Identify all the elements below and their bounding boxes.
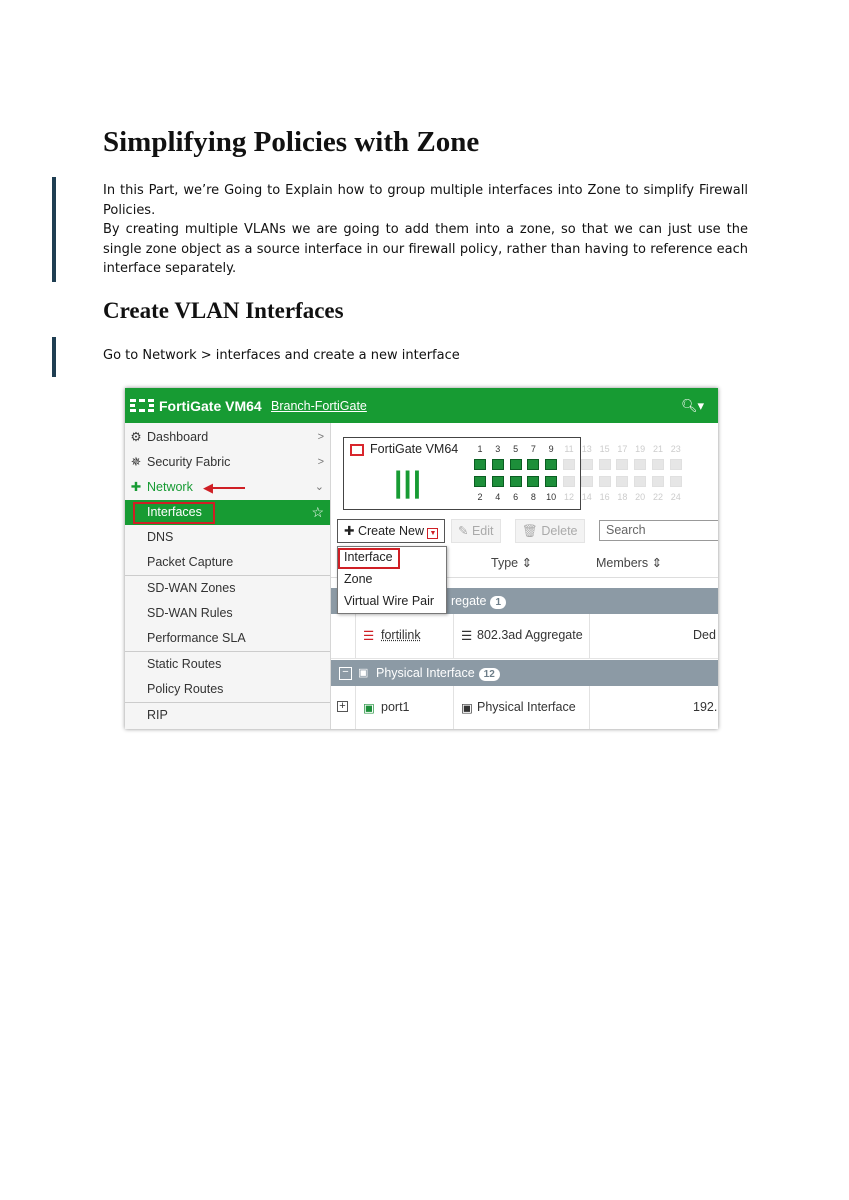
port-number-label: 22: [652, 492, 663, 502]
port-icon[interactable]: [492, 459, 504, 470]
table-row[interactable]: [331, 614, 718, 659]
sidebar-item-label: Static Routes: [147, 657, 222, 671]
port-number-label: 17: [617, 444, 628, 454]
port-icon[interactable]: [492, 476, 504, 487]
create-new-label: Create New: [357, 524, 424, 538]
port-icon[interactable]: [581, 459, 593, 470]
edit-button[interactable]: [451, 519, 501, 543]
sidebar-item-label: SD-WAN Rules: [147, 606, 233, 620]
aggregate-icon: ☰: [363, 629, 375, 643]
port-icon[interactable]: [599, 459, 611, 470]
group-physical-label: Physical Interface: [376, 666, 475, 680]
menu-item-zone[interactable]: Zone: [344, 572, 373, 586]
quote-bar: [52, 177, 56, 282]
column-divider: [453, 614, 454, 658]
page-title: Simplifying Policies with Zone: [103, 126, 480, 158]
port-number-label: 15: [599, 444, 610, 454]
aggregate-type-icon: ☰: [461, 629, 473, 643]
port-number-label: 16: [599, 492, 610, 502]
dashboard-icon: ⚙: [130, 430, 142, 444]
sidebar-item-label: SD-WAN Zones: [147, 581, 236, 595]
port-icon[interactable]: [510, 476, 522, 487]
device-faceplate: [343, 437, 681, 510]
menu-item-interface[interactable]: Interface: [344, 550, 393, 564]
port-icon[interactable]: [563, 476, 575, 487]
brand-name: FortiGate VM64: [159, 398, 262, 414]
intro-paragraph-2: By creating multiple VLANs we are going to add them into a zone, so that we can just use the single zone object as a source interface in our firewall policy, rather than having to reference each interface separately.: [103, 222, 748, 276]
sort-icon: ⇕: [521, 556, 533, 570]
search-icon[interactable]: 🔍︎▾: [680, 398, 704, 413]
port-icon: ▣: [363, 701, 375, 715]
column-members-label: Members: [596, 556, 649, 570]
port-number-label: 19: [635, 444, 646, 454]
port-number-label: 11: [564, 444, 574, 454]
menu-item-virtual-wire-pair[interactable]: Virtual Wire Pair: [344, 594, 435, 608]
toolbar: [331, 516, 718, 544]
device-bars-icon: |||: [394, 466, 423, 499]
row-extra: 192.: [693, 700, 718, 714]
port-number-label: 12: [563, 492, 574, 502]
sidebar-item-label: Security Fabric: [147, 455, 231, 469]
port-number-label: 1: [477, 444, 483, 454]
port-icon[interactable]: [581, 476, 593, 487]
port-number-label: 4: [495, 492, 501, 502]
port-number-label: 13: [581, 444, 592, 454]
port-number-label: 6: [513, 492, 519, 502]
port-number-label: 3: [495, 444, 501, 454]
port-icon[interactable]: [510, 459, 522, 470]
sidebar-item-performance-sla[interactable]: [125, 626, 330, 651]
highlight-interfaces: [133, 502, 215, 524]
column-divider: [453, 686, 454, 729]
port-icon[interactable]: [652, 476, 664, 487]
port-icon[interactable]: [545, 459, 557, 470]
port-icon[interactable]: [616, 476, 628, 487]
port-icon[interactable]: [616, 459, 628, 470]
main-panel: [331, 423, 718, 729]
port-number-label: 10: [546, 492, 557, 502]
sidebar-item-label: Policy Routes: [147, 682, 224, 696]
sidebar-item-dns[interactable]: [125, 525, 330, 550]
search-input[interactable]: Search: [599, 520, 718, 541]
port-icon[interactable]: [474, 459, 486, 470]
device-name: FortiGate VM64: [370, 442, 459, 456]
highlight-interface-item: [338, 548, 400, 569]
sidebar-item-sdwan-zones[interactable]: [125, 576, 330, 601]
row-name: fortilink: [381, 628, 421, 642]
port-number-label: 14: [581, 492, 592, 502]
fortinet-logo-icon: [130, 399, 154, 413]
delete-label: Delete: [541, 524, 578, 538]
fortigate-screenshot: [125, 388, 718, 729]
top-bar: [125, 388, 718, 423]
expand-icon[interactable]: +: [337, 701, 348, 712]
sort-icon: ⇕: [651, 556, 663, 570]
row-extra: Ded: [693, 628, 716, 642]
column-type[interactable]: [491, 555, 532, 570]
port-icon[interactable]: [652, 459, 664, 470]
caret-down-icon[interactable]: ▼: [427, 528, 438, 539]
port-number-label: 23: [670, 444, 681, 454]
port-icon[interactable]: [634, 459, 646, 470]
step-text: [103, 346, 748, 366]
port-number-label: 8: [530, 492, 536, 502]
column-divider: [355, 614, 356, 658]
sidebar-item-label: Interfaces: [147, 505, 202, 519]
column-members[interactable]: [596, 555, 662, 570]
sidebar-item-label: DNS: [147, 530, 174, 544]
section-title: Create VLAN Interfaces: [103, 298, 344, 323]
port-icon[interactable]: [670, 459, 682, 470]
sidebar-item-rip[interactable]: [125, 703, 330, 728]
port-number-label: 20: [635, 492, 646, 502]
table-row[interactable]: [331, 686, 718, 729]
port-number-label: 7: [530, 444, 536, 454]
port-icon[interactable]: [527, 476, 539, 487]
plus-icon: ✚: [344, 524, 355, 538]
fabric-icon: ✵: [130, 455, 142, 469]
sidebar-item-packet-capture[interactable]: [125, 550, 330, 575]
column-divider: [589, 614, 590, 658]
sidebar-item-label: RIP: [147, 708, 168, 722]
port-icon: ▣: [358, 667, 369, 679]
collapse-icon[interactable]: −: [339, 667, 352, 680]
sidebar-item-security-fabric[interactable]: [125, 450, 330, 475]
port-number-label: 24: [670, 492, 681, 502]
pencil-icon: ✎: [458, 524, 469, 538]
chevron-down-icon: ⌄: [314, 481, 324, 493]
count-badge: 12: [479, 668, 500, 681]
step-instruction: Go to Network > interfaces and create a new interface: [103, 348, 460, 363]
column-divider: [589, 686, 590, 729]
port-icon[interactable]: [545, 476, 557, 487]
intro-text: [103, 181, 748, 279]
group-label: [451, 588, 506, 614]
port-icon[interactable]: [670, 476, 682, 487]
sidebar-item-network[interactable]: [125, 475, 330, 500]
chevron-right-icon: >: [317, 431, 324, 443]
port-icon[interactable]: [634, 476, 646, 487]
network-icon: ✚: [130, 480, 142, 494]
group-label: [376, 660, 500, 686]
port-number-label: 2: [477, 492, 483, 502]
sidebar-item-policy-routes[interactable]: [125, 677, 330, 702]
physical-type-icon: ▣: [461, 701, 473, 715]
sidebar-item-sdwan-rules[interactable]: [125, 601, 330, 626]
count-badge: 1: [490, 596, 506, 609]
row-type: Physical Interface: [477, 700, 576, 714]
row-name: port1: [381, 700, 410, 714]
hostname-link[interactable]: Branch-FortiGate: [271, 399, 367, 413]
chevron-right-icon: >: [317, 456, 324, 468]
row-type: 802.3ad Aggregate: [477, 628, 583, 642]
port-number-label: 18: [617, 492, 628, 502]
port-icon[interactable]: [527, 459, 539, 470]
arrow-head-icon: ◀: [203, 480, 213, 495]
sidebar-item-dashboard[interactable]: [125, 425, 330, 450]
group-aggregate-label: regate: [451, 594, 487, 608]
edit-label: Edit: [471, 524, 494, 538]
port-number-label: 21: [652, 444, 663, 454]
star-icon[interactable]: ☆: [311, 504, 324, 520]
fortinet-logo-icon: [350, 444, 364, 456]
port-icon[interactable]: [563, 459, 575, 470]
sidebar-item-label: Performance SLA: [147, 631, 246, 645]
trash-icon: 🗑︎: [522, 524, 538, 538]
sidebar-item-static-routes[interactable]: [125, 652, 330, 677]
sidebar-item-label: Dashboard: [147, 430, 209, 444]
port-number-label: 5: [513, 444, 519, 454]
port-icon[interactable]: [599, 476, 611, 487]
port-number-label: 9: [548, 444, 554, 454]
quote-bar: [52, 337, 56, 377]
intro-paragraph-1: In this Part, we’re Going to Explain how to group multiple interfaces into Zone to simplify Firewall Policies.: [103, 183, 748, 218]
delete-button[interactable]: [515, 519, 585, 543]
sidebar-item-label: Packet Capture: [147, 555, 234, 569]
group-physical[interactable]: [331, 660, 718, 686]
port-icon[interactable]: [474, 476, 486, 487]
create-new-button[interactable]: [337, 519, 445, 543]
sidebar-item-label: Network: [147, 480, 193, 494]
sidebar: [125, 423, 331, 729]
column-type-label: Type: [491, 556, 519, 570]
column-divider: [355, 686, 356, 729]
